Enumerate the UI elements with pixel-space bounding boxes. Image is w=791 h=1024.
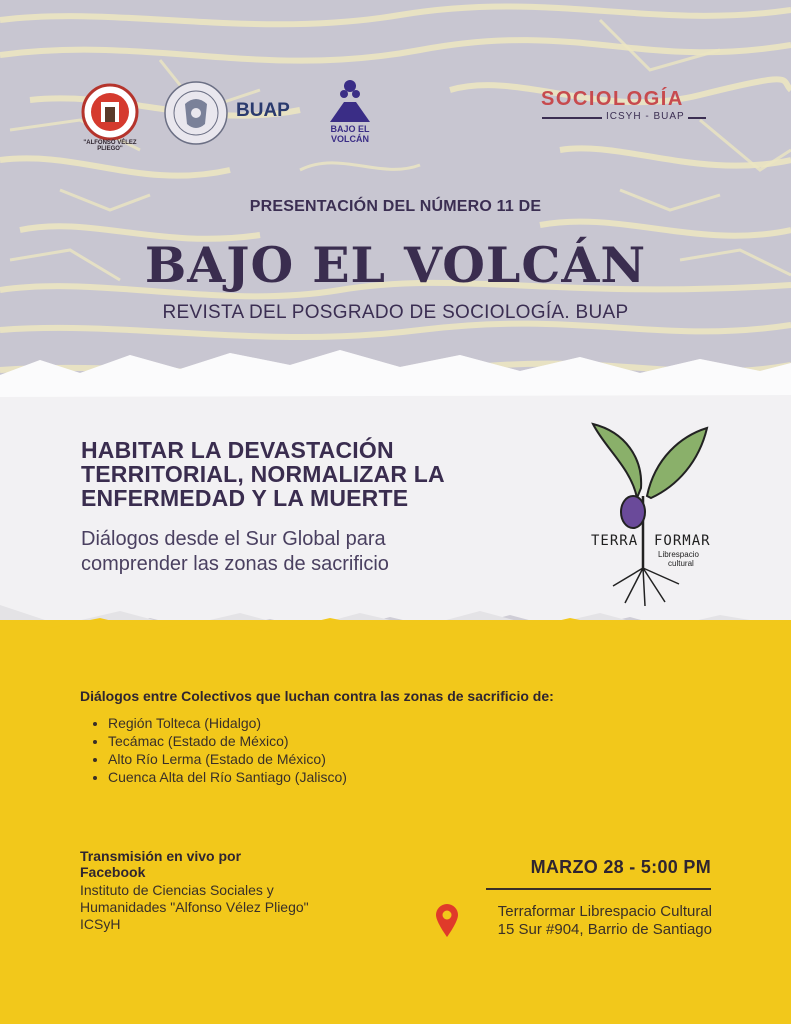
location-line-1: Terraformar Librespacio Cultural: [497, 903, 712, 920]
buap-logo: BUAP: [236, 100, 290, 121]
sociologia-rule-right: [688, 117, 706, 119]
transmision-line-5: ICSyH: [80, 916, 121, 932]
date-divider: [486, 888, 711, 890]
event-date: MARZO 28 - 5:00 PM: [530, 857, 711, 877]
event-desc-line-1: Diálogos desde el Sur Global para: [81, 528, 386, 550]
location-pin-icon: [434, 902, 460, 938]
magazine-subtitle: REVISTA DEL POSGRADO DE SOCIOLOGÍA. BUAP: [162, 302, 629, 323]
transmision-line-4: Humanidades "Alfonso Vélez Pliego": [80, 899, 309, 915]
transmision-line-3: Instituto de Ciencias Sociales y: [80, 882, 274, 898]
event-title-line-1: HABITAR LA DEVASTACIÓN: [81, 437, 394, 463]
presentation-heading: PRESENTACIÓN DEL NÚMERO 11 DE: [249, 198, 542, 215]
bajo-el-volcan-logo-text: BAJO EL VOLCÁN: [330, 124, 370, 144]
zone-item: • Cuenca Alta del Río Santiago (Jalisco): [108, 768, 347, 786]
event-title-line-2: TERRITORIAL, NORMALIZAR LA: [81, 461, 445, 487]
ics-logo: [80, 82, 140, 142]
yellow-section: [0, 620, 791, 1024]
terraformar-name-b: FORMAR: [654, 533, 711, 549]
zone-item: • Alto Río Lerma (Estado de México): [108, 750, 347, 768]
terraformar-tag-2: cultural: [668, 559, 694, 568]
buap-seal: [163, 80, 229, 146]
sociologia-rule-left: [542, 117, 602, 119]
torn-edge-bottom: [0, 612, 791, 636]
terraformar-logo: [585, 418, 715, 608]
zone-item: • Tecámac (Estado de México): [108, 732, 347, 750]
magazine-title: BAJO EL VOLCÁN: [144, 236, 647, 294]
sociologia-logo: SOCIOLOGÍA: [541, 88, 684, 110]
zones-list: [82, 714, 347, 786]
terraformar-tag-1: Librespacio: [658, 550, 699, 559]
transmision-line-2: Facebook: [80, 864, 146, 880]
terraformar-name-a: TERRA: [591, 533, 639, 549]
ics-logo-caption: "ALFONSO VÉLEZ PLIEGO": [83, 140, 137, 152]
location-line-2: 15 Sur #904, Barrio de Santiago: [497, 921, 712, 938]
event-desc-line-2: comprender las zonas de sacrificio: [81, 553, 389, 575]
zone-item: • Región Tolteca (Hidalgo): [108, 714, 347, 732]
sociologia-sub: ICSYH - BUAP: [606, 111, 685, 122]
transmision-line-1: Transmisión en vivo por: [80, 848, 242, 864]
event-title-line-3: ENFERMEDAD Y LA MUERTE: [81, 485, 409, 511]
dialogos-heading: Diálogos entre Colectivos que luchan contra las zonas de sacrificio de:: [80, 688, 554, 704]
